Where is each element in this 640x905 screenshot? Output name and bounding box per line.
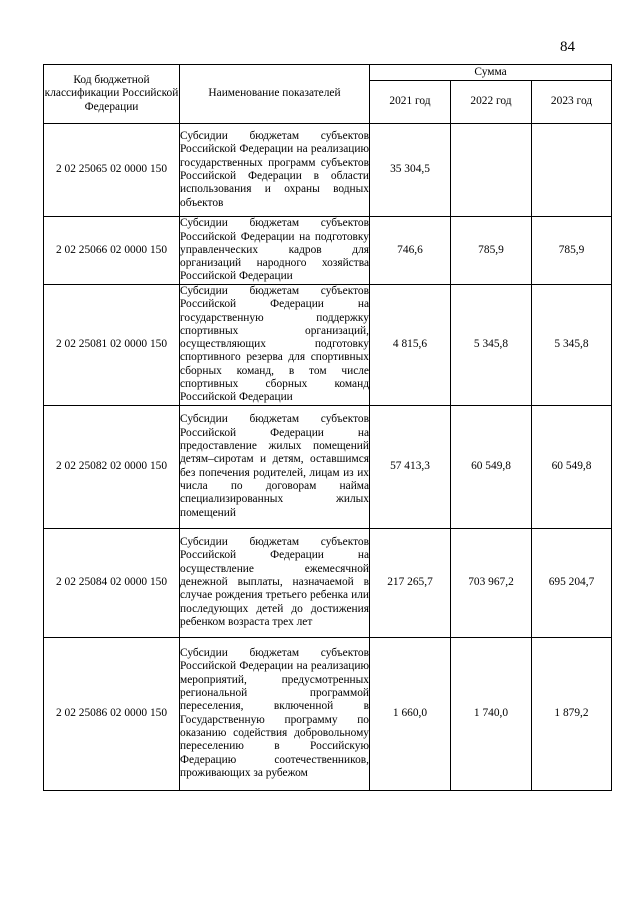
row-value-2022: 1 740,0 <box>451 637 532 790</box>
row-name: Субсидии бюджетам субъектов Российской Федерации на предоставление жилых помещений детям–сиротам и детям, оставшимся без попечения родителей, лицам из их числа по договорам найма специализированных жилых помещений <box>180 405 370 528</box>
header-code: Код бюджетной классификации Российской Федерации <box>44 65 180 124</box>
header-year-2021: 2021 год <box>370 81 451 124</box>
budget-table <box>43 64 612 791</box>
row-name: Субсидии бюджетам субъектов Российской Федерации на осуществление ежемесячной денежной выплаты, назначаемой в случае рождения третьего ребенка или последующих детей до достижения ребенком возраста трех лет <box>180 528 370 637</box>
row-value-2023: 60 549,8 <box>532 405 612 528</box>
row-value-2023: 785,9 <box>532 217 612 285</box>
table-row <box>44 405 612 528</box>
row-value-2022: 60 549,8 <box>451 405 532 528</box>
row-value-2022: 703 967,2 <box>451 528 532 637</box>
row-code: 2 02 25081 02 0000 150 <box>44 285 180 406</box>
row-code: 2 02 25084 02 0000 150 <box>44 528 180 637</box>
row-name: Субсидии бюджетам субъектов Российской Федерации на государственную поддержку спортивных организаций, осуществляющих подготовку спортивного резерва для спортивных сборных команд, в том числе спортивных сборных команд Российской Федерации <box>180 285 369 404</box>
row-name: Субсидии бюджетам субъектов Российской Федерации на подготовку управленческих кадров для организаций народного хозяйства Российской Федерации <box>180 217 370 285</box>
table-row <box>44 528 612 637</box>
row-value-2021: 57 413,3 <box>370 405 451 528</box>
table-row <box>44 637 612 790</box>
row-value-2022 <box>451 124 532 217</box>
row-value-2021: 1 660,0 <box>370 637 451 790</box>
row-value-2023: 5 345,8 <box>532 285 612 406</box>
table-row <box>44 217 612 285</box>
header-year-2023: 2023 год <box>532 81 612 124</box>
header-name: Наименование показателей <box>180 65 370 124</box>
row-name: Субсидии бюджетам субъектов Российской Федерации на реализацию мероприятий, предусмотренных региональной программой переселения, включенной в Государственную программу по оказанию содействия добровольному переселению в Российскую Федерацию соотечественников, проживающих за рубежом <box>180 637 370 790</box>
row-value-2021: 35 304,5 <box>370 124 451 217</box>
header-row-1 <box>44 65 612 81</box>
row-value-2023 <box>532 124 612 217</box>
row-value-2021: 217 265,7 <box>370 528 451 637</box>
page-number: 84 <box>560 39 575 55</box>
row-value-2023: 695 204,7 <box>532 528 612 637</box>
row-value-2022: 785,9 <box>451 217 532 285</box>
row-code: 2 02 25065 02 0000 150 <box>44 124 180 217</box>
table-row <box>44 285 612 406</box>
row-code: 2 02 25082 02 0000 150 <box>44 405 180 528</box>
table-row <box>44 124 612 217</box>
row-code: 2 02 25066 02 0000 150 <box>44 217 180 285</box>
header-year-2022: 2022 год <box>451 81 532 124</box>
header-sum: Сумма <box>370 65 612 81</box>
row-value-2021: 746,6 <box>370 217 451 285</box>
row-value-2022: 5 345,8 <box>451 285 532 406</box>
row-code: 2 02 25086 02 0000 150 <box>44 637 180 790</box>
row-value-2023: 1 879,2 <box>532 637 612 790</box>
row-name: Субсидии бюджетам субъектов Российской Федерации на реализацию государственных программ субъектов Российской Федерации в области использования и охраны водных объектов <box>180 124 370 217</box>
row-value-2021: 4 815,6 <box>370 285 451 406</box>
